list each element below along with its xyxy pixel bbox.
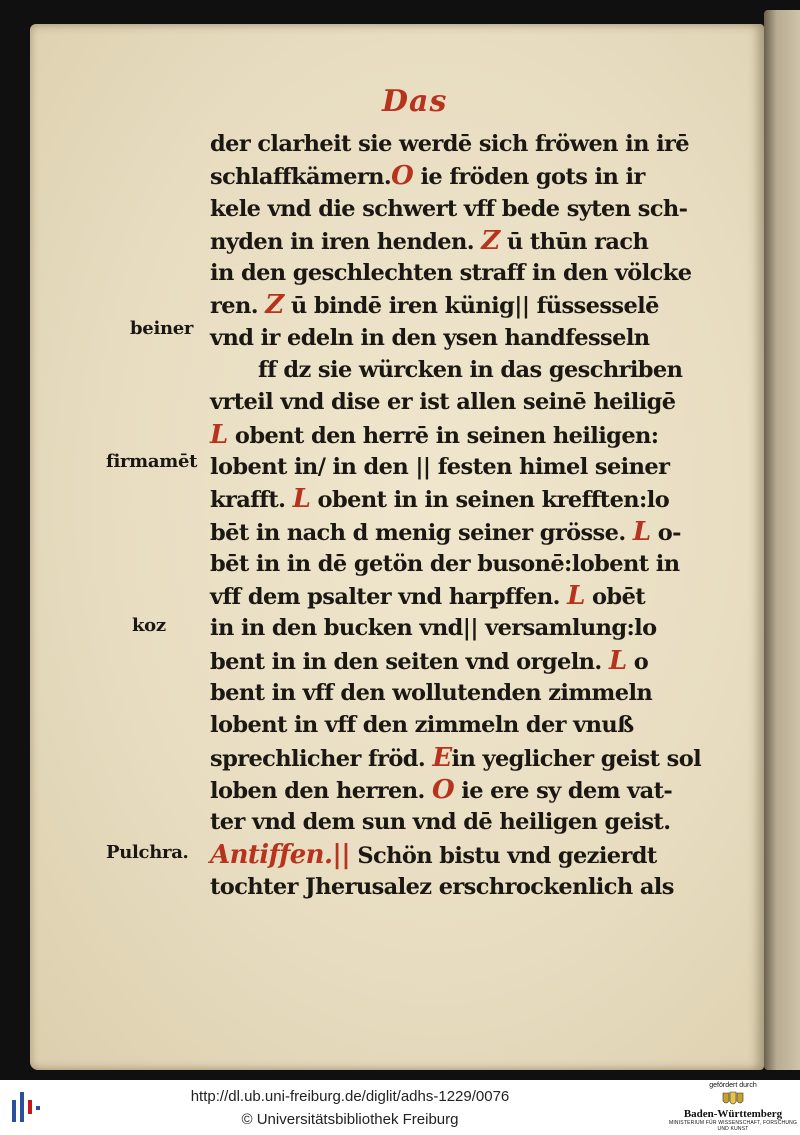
- text-line: [210, 128, 700, 160]
- text-fragment: lobent in vff den zimmeln der vnuß: [210, 712, 634, 739]
- margin-note: beiner: [130, 318, 194, 339]
- text-fragment: der clarheit sie werdē sich fröwen in irē: [210, 131, 690, 157]
- rubric-initial: O: [391, 161, 414, 192]
- text-fragment: bēt in in dē getön der busonē:lobent in: [210, 550, 680, 577]
- text-line: [210, 871, 700, 903]
- text-fragment: krafft.: [210, 487, 293, 514]
- text-fragment: ren.: [210, 293, 266, 320]
- text-fragment: in yeglicher geist sol: [451, 745, 702, 772]
- text-fragment: ie ere sy dem vat-: [454, 777, 673, 804]
- margin-note: firmamēt: [106, 451, 198, 472]
- text-fragment: in in den bucken vnd|| versamlung:lo: [210, 615, 657, 642]
- text-line: [210, 483, 700, 515]
- text-fragment: schlaffkämern.: [210, 164, 392, 191]
- rubric-initial: L: [632, 516, 651, 547]
- text-line: [210, 580, 700, 612]
- sponsor-ministry: MINISTERIUM FÜR WISSENSCHAFT, FORSCHUNG UND KUNST: [668, 1120, 798, 1132]
- text-line: [210, 386, 700, 418]
- text-fragment: vrteil vnd dise er ist allen seinē heiligē: [210, 389, 676, 416]
- permalink-url[interactable]: http://dl.ub.uni-freiburg.de/diglit/adhs-1229/0076: [190, 1088, 510, 1105]
- text-fragment: bēt in nach d menig seiner grösse.: [210, 519, 633, 546]
- text-line: [210, 354, 700, 386]
- rubric-initial: O: [431, 774, 455, 805]
- text-fragment: tochter Jherusalez erschrockenlich als: [210, 873, 674, 900]
- rubric-initial: L: [567, 581, 585, 612]
- rubric-initial: L: [608, 645, 627, 676]
- sponsor-caption: gefördert durch: [709, 1082, 757, 1089]
- text-fragment: obēt: [584, 584, 646, 611]
- text-fragment: ū thūn rach: [499, 228, 649, 255]
- text-line: [210, 548, 700, 580]
- text-line: [210, 677, 700, 709]
- margin-note: koz: [132, 615, 166, 636]
- text-line: [210, 645, 700, 677]
- text-fragment: vnd ir edeln in den ysen handfesseln: [210, 324, 650, 351]
- margin-note: Pulchra.: [106, 842, 189, 863]
- text-line: [210, 193, 700, 225]
- text-fragment: ie fröden gots in ir: [413, 164, 645, 191]
- text-fragment: Schön bistu vnd gezierdt: [350, 842, 657, 869]
- text-fragment: ff dz sie würcken in das geschriben: [258, 357, 683, 384]
- text-line: [210, 225, 700, 257]
- text-fragment: loben den herren.: [210, 777, 432, 804]
- text-fragment: in den geschlechten straff in den völcke: [210, 260, 692, 287]
- text-line: [210, 742, 700, 774]
- text-line: [210, 419, 700, 451]
- text-line: [210, 839, 700, 871]
- text-fragment: ū bindē iren künig|| füssesselē: [283, 293, 659, 320]
- text-fragment: obent in in seinen krefften:lo: [310, 487, 670, 514]
- rubric-initial: E: [432, 742, 452, 773]
- text-line: [210, 322, 700, 354]
- text-line: [210, 612, 700, 644]
- text-fragment: obent den herrē in seinen heiligen:: [227, 422, 659, 449]
- copyright-text: © Universitätsbibliothek Freiburg: [241, 1111, 459, 1128]
- sponsor-name: Baden-Württemberg: [683, 1108, 783, 1120]
- rubric-initial: Z: [481, 225, 500, 256]
- text-fragment: o-: [650, 519, 681, 546]
- text-line: [210, 516, 700, 548]
- text-fragment: ter vnd dem sun vnd dē heiligen geist.: [210, 809, 671, 836]
- text-fragment: nyden in iren henden.: [210, 228, 482, 255]
- adjacent-page-edge: [764, 10, 800, 1070]
- text-fragment: vff dem psalter vnd harpffen.: [210, 584, 568, 611]
- text-line: [210, 709, 700, 741]
- text-fragment: o: [626, 648, 649, 675]
- state-crest-icon: [720, 1091, 746, 1107]
- text-line: [210, 257, 700, 289]
- rubric-initial: Antiffen.||: [210, 839, 351, 870]
- sponsor-badge: [668, 1082, 798, 1132]
- rubric-initial: L: [292, 484, 311, 515]
- text-fragment: lobent in/ in den || festen himel seiner: [210, 453, 670, 480]
- text-line: [210, 451, 700, 483]
- text-fragment: bent in in den seiten vnd orgeln.: [210, 648, 609, 675]
- text-fragment: kele vnd die schwert vff bede syten sch-: [210, 195, 688, 222]
- rubric-initial: Z: [265, 290, 284, 321]
- rubric-initial: L: [210, 419, 228, 450]
- text-line: [210, 289, 700, 321]
- text-line: [210, 806, 700, 838]
- text-line: [210, 774, 700, 806]
- running-heading: Das: [382, 84, 448, 119]
- page-text: [210, 128, 700, 903]
- text-fragment: bent in vff den wollutenden zimmeln: [210, 680, 653, 707]
- viewer-footer: [0, 1080, 800, 1135]
- text-fragment: sprechlicher fröd.: [210, 745, 433, 772]
- text-line: [210, 160, 700, 192]
